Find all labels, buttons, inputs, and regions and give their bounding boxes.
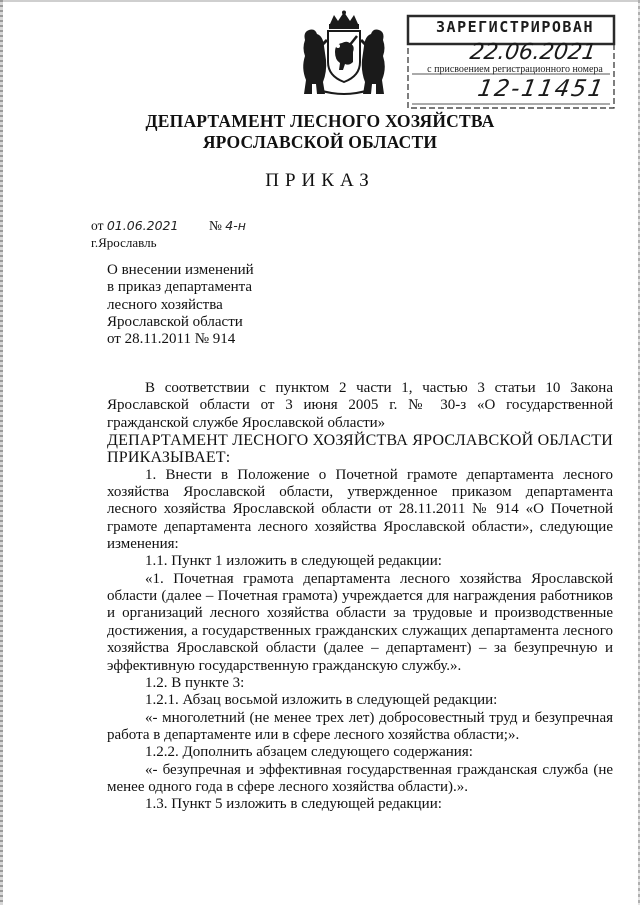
order-date-line [91, 218, 178, 234]
stamp-registered-label: ЗАРЕГИСТРИРОВАН [436, 18, 594, 36]
subject-line: лесного хозяйства [107, 296, 223, 313]
date-prefix: от [91, 218, 104, 233]
stamp-handwritten-date: 22.06.2021 [468, 40, 598, 65]
coat-of-arms-emblem [297, 10, 391, 100]
department-name-line1: ДЕПАРТАМЕНТ ЛЕСНОГО ХОЗЯЙСТВА [145, 111, 495, 131]
subject-line: О внесении изменений [107, 262, 254, 278]
order-number-line [209, 218, 246, 234]
paragraph-1-1-text: «1. Почетная грамота департамента лесного хозяйства Ярославской области (далее – Почетная грамота) учреждается для награждения работников и организаций лесного хозяйства области за трудовые и производственные достижения, а государственных гражданских служащих департамента лесного хозяйства Ярославской области (далее – департамент) – за безупречную и эффективную государственную гражданскую службу.». [107, 570, 613, 674]
subject-line: в приказ департамента [107, 279, 253, 296]
stamp-caption: с присвоением регистрационного номера [427, 64, 603, 75]
orders-declaration: ДЕПАРТАМЕНТ ЛЕСНОГО ХОЗЯЙСТВА ЯРОСЛАВСКОЙ ОБЛАСТИ ПРИКАЗЫВАЕТ: [107, 432, 613, 467]
paragraph-1-2-2: 1.2.2. Дополнить абзацем следующего содержания: [145, 744, 473, 761]
paragraph-1-2-2-text: «- безупречная и эффективная государственная гражданская служба (не менее одного года в сфере лесного хозяйства области).». [107, 761, 613, 795]
preamble-paragraph: В соответствии с пунктом 2 части 1, частью 3 статьи 10 Закона Ярославской области от 3 июня 2005 г. № 30-з «О государственной гражданской службе Ярославской области» [107, 380, 613, 431]
paragraph-1-2-1-text: «- многолетний (не менее трех лет) добросовестный труд и безупречная работа в департаменте или в сфере лесного хозяйства области;». [107, 709, 613, 743]
paragraph-1: 1. Внести в Положение о Почетной грамоте департамента лесного хозяйства Ярославской области, утвержденное приказом департамента лесного хозяйства Ярославской области от 28.11.2011 № 914 «О Почетной грамоте департамента лесного хозяйства Ярославской области», следующие изменения: [107, 466, 613, 553]
order-subject [107, 262, 254, 348]
paragraph-1-2-1: 1.2.1. Абзац восьмой изложить в следующей редакции: [145, 692, 498, 709]
paragraph-1-3: 1.3. Пункт 5 изложить в следующей редакции: [145, 796, 442, 813]
department-name-line2: ЯРОСЛАВСКОЙ ОБЛАСТИ [202, 132, 438, 152]
document-type-title: ПРИКАЗ [265, 170, 375, 191]
subject-line: Ярославской области [107, 313, 243, 330]
city-label: г.Ярославль [91, 235, 157, 250]
paragraph-1-1: 1.1. Пункт 1 изложить в следующей редакции: [145, 553, 442, 570]
stamp-handwritten-number: 12-11451 [475, 76, 608, 102]
handwritten-date: 01.06.2021 [106, 218, 179, 233]
scan-edge-top [0, 0, 640, 2]
number-prefix: № [209, 218, 222, 233]
subject-line: от 28.11.2011 № 914 [107, 331, 236, 348]
paragraph-1-2: 1.2. В пункте 3: [145, 674, 245, 691]
handwritten-number: 4-н [225, 218, 246, 233]
order-body [107, 380, 613, 814]
